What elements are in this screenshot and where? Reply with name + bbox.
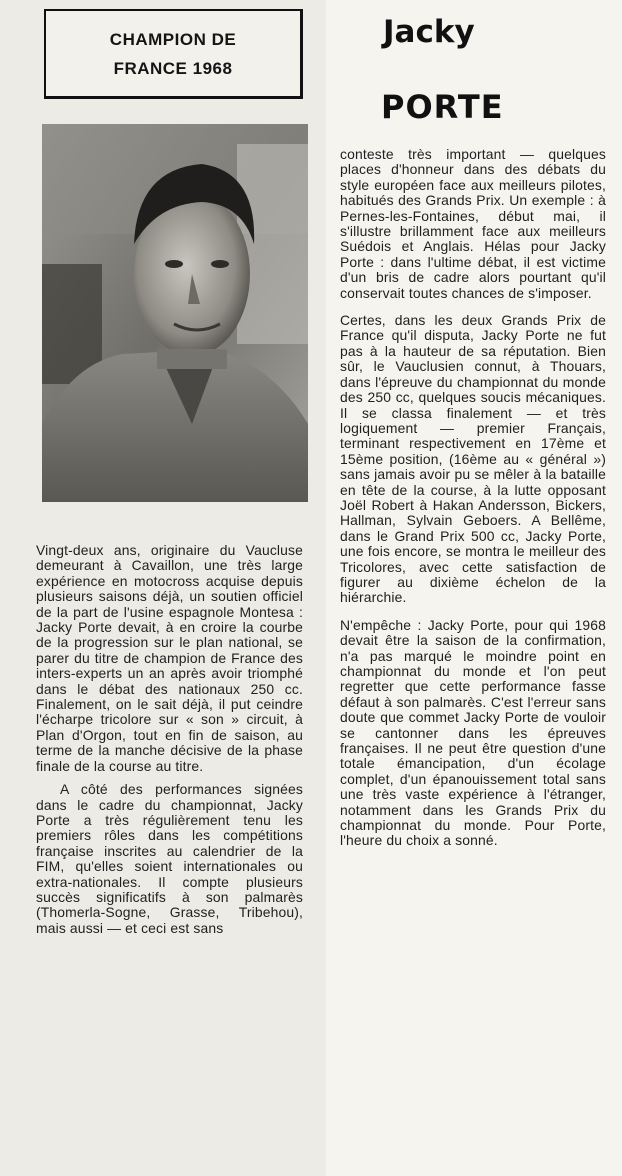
portrait-photo bbox=[42, 124, 308, 502]
right-paragraph-1: conteste très important — quelques places d'honneur dans des débats du style européen face aux meilleurs pilotes, habitués des Grands Prix. Un exemple : à Pernes-les-Fontaines, début mai, il s'illustre brillamment face aux meilleurs Suédois et Anglais. Hélas pour Jacky Porte : dans l'ultime débat, il est victime d'un bris de cadre alors pourtant qu'il conservait toutes chances de s'imposer. bbox=[340, 146, 606, 301]
left-paragraph-2: A côté des performances signées dans le cadre du championnat, Jacky Porte a très régulièrement tenu les premiers rôles dans les compétitions française inscrites au calendrier de la FIM, qu'elles soient internationales ou extra-nationales. Il compte plusieurs succès significatifs à son palmarès (Thomerla-Sogne, Grasse, Tribehou), mais aussi — et ceci est sans bbox=[36, 781, 303, 936]
left-paragraph-1: Vingt-deux ans, originaire du Vaucluse demeurant à Cavaillon, une très large expérience en motocross acquise depuis plusieurs saisons déjà, un soutien officiel de la part de l'usine espagnole Montesa : Jacky Porte devait, à en croire la courbe de la progression sur le plan national, se parer du titre de champion de France des inters-experts un an après avoir triomphé dans le débat des nationaux 250 cc. Finalement, on le sait déjà, il put ceindre l'écharpe tricolore sur « son » circuit, à Plan d'Orgon, tout en fin de saison, au terme de la manche décisive de la phase finale de la course au titre. bbox=[36, 542, 303, 774]
article-right-column bbox=[340, 147, 606, 849]
champion-title-box bbox=[44, 9, 303, 99]
title-box-line-2: FRANCE 1968 bbox=[113, 58, 233, 78]
rider-first-name: Jacky bbox=[383, 14, 475, 50]
rider-last-name: PORTE bbox=[381, 88, 504, 126]
right-paragraph-2: Certes, dans les deux Grands Prix de France qu'il disputa, Jacky Porte ne fut pas à la hauteur de sa réputation. Bien sûr, le Vauclusien connut, à Thouars, dans l'épreuve du championnat du monde des 250 cc, quelques soucis mécaniques. Il se classa finalement — et très logiquement — premier Français, terminant respectivement en 17ème et 15ème position, (16ème au « général ») sans jamais avoir pu se mêler à la bataille en tête de la course, à la lutte opposant Joël Robert à Hakan Andersson, Bickers, Hallman, Sylvain Geboers. A Bellême, dans le Grand Prix 500 cc, Jacky Porte, une fois encore, se montra le meilleur des Tricolores, avec cette satisfaction de figurer au dixième échelon de la hiérarchie. bbox=[340, 312, 606, 606]
portrait-photo-icon bbox=[42, 124, 308, 502]
title-box-line-1: CHAMPION DE bbox=[109, 29, 237, 49]
article-left-column bbox=[36, 543, 303, 936]
right-paragraph-3: N'empêche : Jacky Porte, pour qui 1968 devait être la saison de la confirmation, n'a pas marqué le moindre point en championnat du monde et l'on peut regretter que cette performance fasse défaut à son palmarès. C'est l'erreur sans doute que commet Jacky Porte de vouloir se cantonner dans les épreuves françaises. Il ne peut être question d'une totale émancipation, d'un écolage complet, d'un épanouissement total sans une très vaste expérience à l'étranger, notamment dans les Grands Prix du championnat du monde. Pour Porte, l'heure du choix a sonné. bbox=[340, 616, 606, 849]
